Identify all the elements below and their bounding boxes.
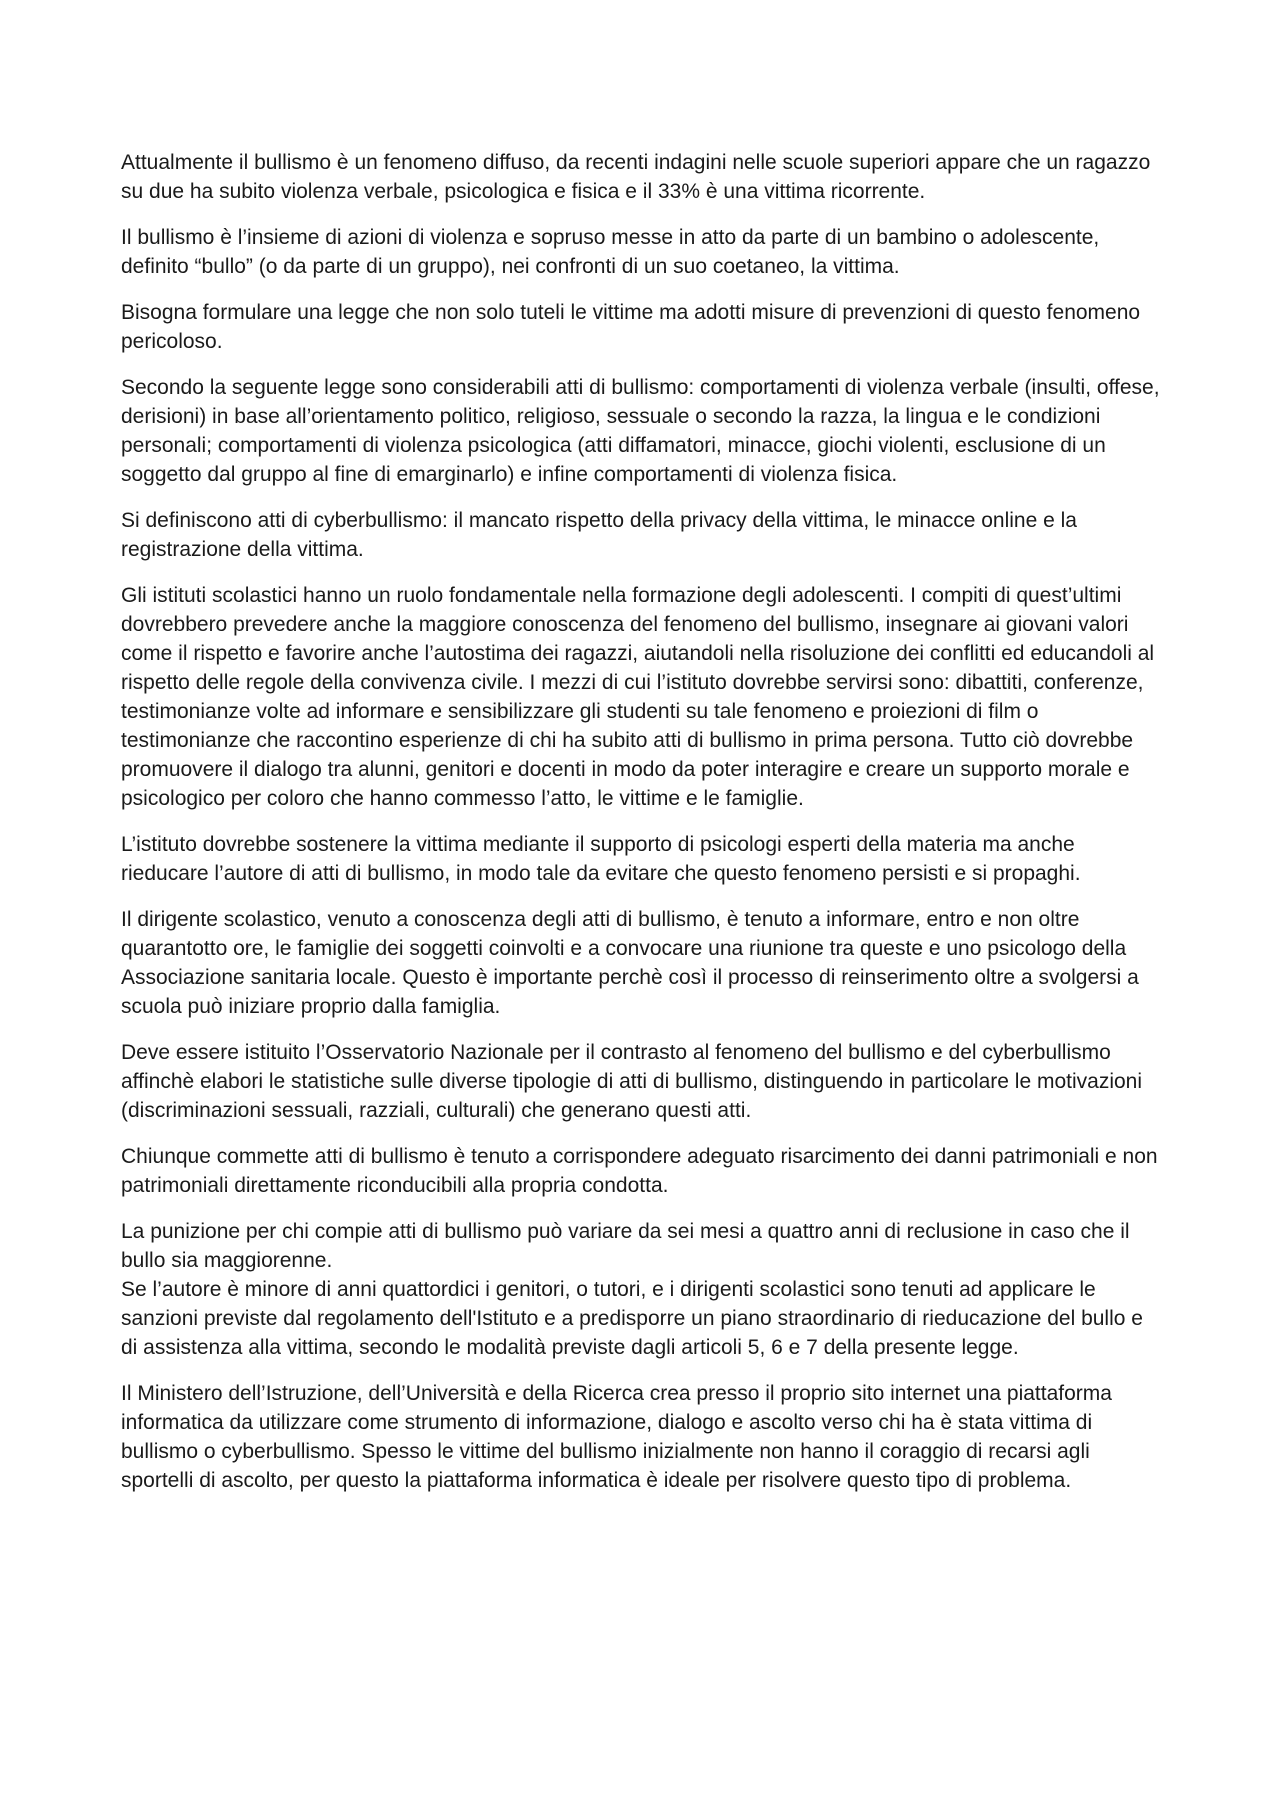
paragraph-intro: Attualmente il bullismo è un fenomeno diffuso, da recenti indagini nelle scuole superiori appare che un ragazzo su due ha subito violenza verbale, psicologica e fisica e il 33% è una vittima ricorrente. xyxy=(121,151,1151,203)
paragraph-ministry-platform: Il Ministero dell’Istruzione, dell’Università e della Ricerca crea presso il proprio sito internet una piattaforma informatica da utilizzare come strumento di informazione, dialogo e ascolto verso chi ha è stata vittima di bullismo o cyberbullismo. Spesso le vittime del bullismo inizialmente non hanno il coraggio di recarsi agli sportelli di ascolto, per questo la piattaforma informatica è ideale per risolvere questo tipo di problema. xyxy=(121,1382,1112,1492)
paragraph-definition: Il bullismo è l’insieme di azioni di violenza e sopruso messe in atto da parte di un bambino o adolescente, definito “bullo” (o da parte di un gruppo), nei confronti di un suo coetaneo, la vittima. xyxy=(121,226,1100,278)
punishment-minor-text: Se l’autore è minore di anni quattordici i genitori, o tutori, e i dirigenti scolastici sono tenuti ad applicare le sanzioni previste dal regolamento dell'Istituto e a predisporre un piano straordinario di rieducazione del bullo e di assistenza alla vittima, secondo le modalità previste dagli articoli 5, 6 e 7 della presente legge. xyxy=(121,1278,1143,1359)
paragraph-compensation: Chiunque commette atti di bullismo è tenuto a corrispondere adeguato risarcimento dei danni patrimoniali e non patrimoniali direttamente riconducibili alla propria condotta. xyxy=(121,1145,1158,1197)
paragraph-schools-role: Gli istituti scolastici hanno un ruolo fondamentale nella formazione degli adolescenti. I compiti di quest’ultimi dovrebbero prevedere anche la maggiore conoscenza del fenomeno del bullismo, insegnare ai giovani valori come il rispetto e favorire anche l’autostima dei ragazzi, aiutandoli nella risoluzione dei conflitti ed educandoli al rispetto delle regole della convivenza civile. I mezzi di cui l’istituto dovrebbe servirsi sono: dibattiti, conferenze, testimonianze volte ad informare e sensibilizzare gli studenti su tale fenomeno e proiezioni di film o testimonianze che raccontino esperienze di chi ha subito atti di bullismo in prima persona. Tutto ciò dovrebbe promuovere il dialogo tra alunni, genitori e docenti in modo da poter interagire e creare un supporto morale e psicologico per coloro che hanno commesso l’atto, le vittime e le famiglie. xyxy=(121,584,1155,810)
paragraph-bullying-acts: Secondo la seguente legge sono considerabili atti di bullismo: comportamenti di violenza verbale (insulti, offese, derisioni) in base all’orientamento politico, religioso, sessuale o secondo la razza, la lingua e le condizioni personali; comportamenti di violenza psicologica (atti diffamatori, minacce, giochi violenti, esclusione di un soggetto dal gruppo al fine di emarginarlo) e infine comportamenti di violenza fisica. xyxy=(121,376,1160,486)
paragraph-institute-support: L’istituto dovrebbe sostenere la vittima mediante il supporto di psicologi esperti della materia ma anche rieducare l’autore di atti di bullismo, in modo tale da evitare che questo fenomeno persisti e si propaghi. xyxy=(121,833,1081,885)
paragraph-law-need: Bisogna formulare una legge che non solo tuteli le vittime ma adotti misure di prevenzioni di questo fenomeno pericoloso. xyxy=(121,301,1141,353)
paragraph-punishment xyxy=(121,1217,1161,1362)
paragraph-cyberbullying-acts: Si definiscono atti di cyberbullismo: il mancato rispetto della privacy della vittima, le minacce online e la registrazione della vittima. xyxy=(121,509,1077,561)
punishment-adult-text: La punizione per chi compie atti di bullismo può variare da sei mesi a quattro anni di reclusione in caso che il bullo sia maggiorenne. xyxy=(121,1220,1130,1272)
paragraph-observatory: Deve essere istituito l’Osservatorio Nazionale per il contrasto al fenomeno del bullismo e del cyberbullismo affinchè elabori le statistiche sulle diverse tipologie di atti di bullismo, distinguendo in particolare le motivazioni (discriminazioni sessuali, razziali, culturali) che generano questi atti. xyxy=(121,1041,1143,1122)
document-body xyxy=(121,148,1161,1512)
paragraph-headmaster-duty: Il dirigente scolastico, venuto a conoscenza degli atti di bullismo, è tenuto a informare, entro e non oltre quarantotto ore, le famiglie dei soggetti coinvolti e a convocare una riunione tra queste e uno psicologo della Associazione sanitaria locale. Questo è importante perchè così il processo di reinserimento oltre a svolgersi a scuola può iniziare proprio dalla famiglia. xyxy=(121,908,1139,1018)
